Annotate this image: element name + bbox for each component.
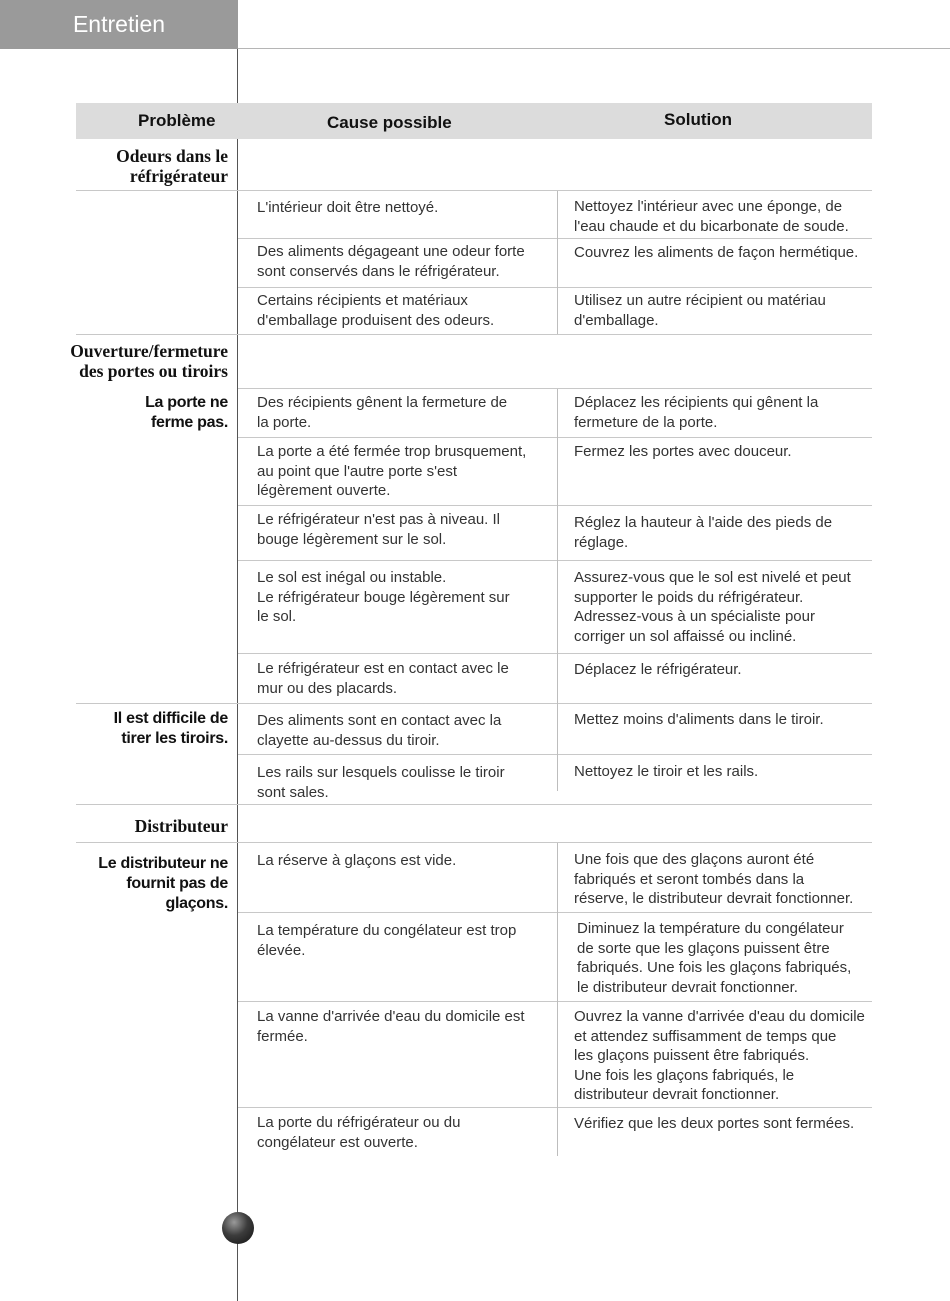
row-divider bbox=[238, 560, 872, 561]
cause-cell: La porte du réfrigérateur ou du congélateur est ouverte. bbox=[257, 1114, 461, 1151]
row-divider bbox=[238, 238, 872, 239]
cause-cell: Certains récipients et matériaux d'emballage produisent des odeurs. bbox=[257, 292, 495, 329]
solution-cell: Assurez-vous que le sol est nivelé et peut supporter le poids du réfrigérateur. Adressez-vous à un spécialiste pour corriger un sol affaissé ou incliné. bbox=[574, 569, 851, 645]
solution-cell: Couvrez les aliments de façon hermétique. bbox=[574, 244, 859, 261]
cause-cell: La porte a été fermée trop brusquement, au point que l'autre porte s'est légèrement ouverte. bbox=[257, 443, 527, 499]
category-ouverture: Ouverture/fermeture des portes ou tiroirs bbox=[70, 341, 228, 381]
row-divider bbox=[238, 287, 872, 288]
subproblem-tiroirs: Il est difficile de tirer les tiroirs. bbox=[113, 710, 228, 747]
solution-cell: Vérifiez que les deux portes sont fermées. bbox=[574, 1115, 855, 1132]
cause-cell: La vanne d'arrivée d'eau du domicile est fermée. bbox=[257, 1008, 525, 1045]
column-divider bbox=[557, 191, 558, 334]
category-odeurs: Odeurs dans le réfrigérateur bbox=[116, 146, 228, 186]
cause-cell: La réserve à glaçons est vide. bbox=[257, 852, 457, 869]
solution-cell: Fermez les portes avec douceur. bbox=[574, 443, 792, 460]
header-solution: Solution bbox=[664, 110, 732, 129]
column-divider bbox=[557, 843, 558, 1156]
table-header bbox=[76, 103, 872, 139]
row-divider bbox=[238, 437, 872, 438]
subproblem-porte: La porte ne ferme pas. bbox=[145, 394, 228, 431]
cause-cell: Des aliments sont en contact avec la clayette au-dessus du tiroir. bbox=[257, 712, 502, 749]
cause-cell: L'intérieur doit être nettoyé. bbox=[257, 199, 439, 216]
solution-cell: Une fois que des glaçons auront été fabriqués et seront tombés dans la réserve, le distributeur devrait fonctionner. bbox=[574, 851, 854, 907]
solution-cell: Déplacez le réfrigérateur. bbox=[574, 661, 742, 678]
row-divider bbox=[76, 804, 872, 805]
header-cause: Cause possible bbox=[327, 113, 452, 132]
cause-cell: Des récipients gênent la fermeture de la porte. bbox=[257, 394, 508, 431]
section-tab: Entretien bbox=[0, 0, 238, 49]
solution-cell: Nettoyez le tiroir et les rails. bbox=[574, 763, 759, 780]
solution-cell: Réglez la hauteur à l'aide des pieds de réglage. bbox=[574, 514, 833, 551]
row-divider bbox=[238, 505, 872, 506]
cause-cell: Le réfrigérateur est en contact avec le mur ou des placards. bbox=[257, 660, 509, 697]
page-marker-bullet bbox=[222, 1212, 254, 1244]
row-divider bbox=[238, 388, 872, 389]
cause-cell: Les rails sur lesquels coulisse le tiroir sont sales. bbox=[257, 764, 505, 801]
row-divider bbox=[76, 842, 872, 843]
row-divider bbox=[76, 703, 872, 704]
cause-cell: Le sol est inégal ou instable. Le réfrigérateur bouge légèrement sur le sol. bbox=[257, 569, 510, 625]
row-divider bbox=[238, 754, 872, 755]
solution-cell: Utilisez un autre récipient ou matériau d'emballage. bbox=[574, 292, 826, 329]
header-problem: Problème bbox=[138, 111, 216, 130]
row-divider bbox=[238, 1107, 872, 1108]
row-divider bbox=[238, 653, 872, 654]
row-divider bbox=[238, 912, 872, 913]
category-distributeur: Distributeur bbox=[134, 816, 228, 836]
cause-cell: Le réfrigérateur n'est pas à niveau. Il bouge légèrement sur le sol. bbox=[257, 511, 501, 548]
margin-rule bbox=[237, 49, 238, 1301]
cause-cell: Des aliments dégageant une odeur forte sont conservés dans le réfrigérateur. bbox=[257, 243, 525, 280]
top-rule bbox=[238, 48, 950, 49]
column-divider bbox=[557, 389, 558, 791]
row-divider bbox=[238, 1001, 872, 1002]
subproblem-glacons: Le distributeur ne fournit pas de glaçons. bbox=[98, 855, 228, 912]
solution-cell: Mettez moins d'aliments dans le tiroir. bbox=[574, 711, 824, 728]
cause-cell: La température du congélateur est trop élevée. bbox=[257, 922, 517, 959]
row-divider bbox=[76, 334, 872, 335]
solution-cell: Ouvrez la vanne d'arrivée d'eau du domicile et attendez suffisamment de temps que les glaçons puissent être fabriqués. Une fois les glaçons fabriqués, le distributeur devrait fonctionner. bbox=[574, 1008, 865, 1103]
solution-cell: Nettoyez l'intérieur avec une éponge, de l'eau chaude et du bicarbonate de soude. bbox=[574, 198, 849, 235]
solution-cell: Déplacez les récipients qui gênent la fermeture de la porte. bbox=[574, 394, 819, 431]
solution-cell: Diminuez la température du congélateur de sorte que les glaçons puissent être fabriqués. Une fois les glaçons fabriqués, le distributeur devrait fonctionner. bbox=[577, 920, 852, 996]
row-divider bbox=[76, 190, 872, 191]
